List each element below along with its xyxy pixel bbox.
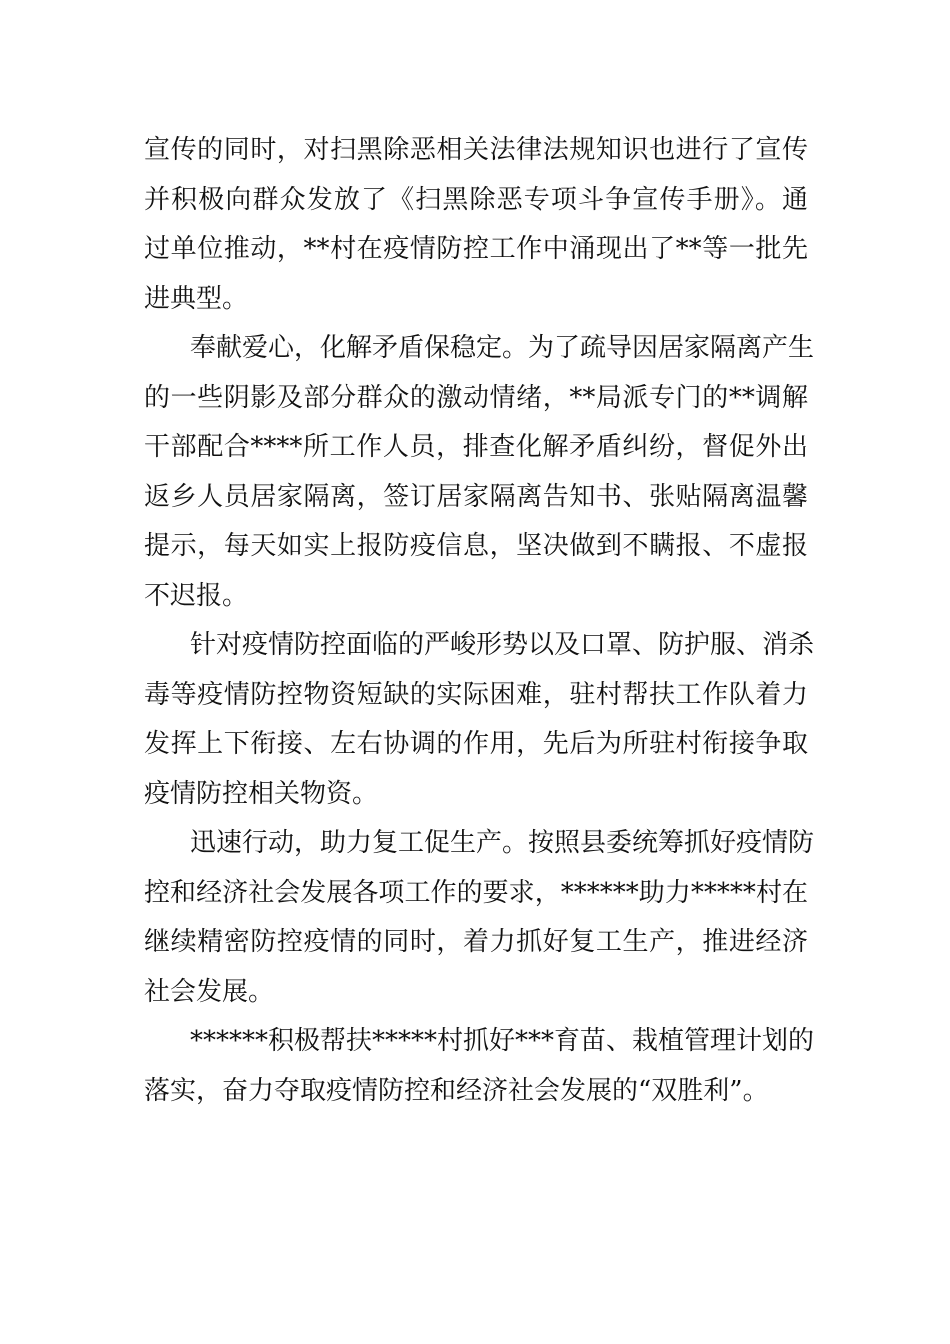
text-line: 返乡人员居家隔离，签订居家隔离告知书、张贴隔离温馨	[144, 481, 808, 512]
paragraph-4	[144, 819, 815, 1017]
text-line: 落实，奋力夺取疫情防控和经济社会发展的“双胜利”。	[144, 1075, 769, 1106]
paragraph-2	[144, 324, 815, 621]
paragraph-1	[144, 126, 808, 324]
text-line: 发挥上下衔接、左右协调的作用，先后为所驻村衔接争取	[144, 729, 808, 759]
text-line: 社会发展。	[144, 976, 275, 1007]
text-line: 疫情防控相关物资。	[144, 778, 379, 809]
text-line: 的一些阴影及部分群众的激动情绪，**局派专门的**调解	[144, 382, 808, 413]
text-line: 针对疫情防控面临的严峻形势以及口罩、防护服、消杀	[190, 630, 815, 660]
text-line: 进典型。	[144, 283, 249, 314]
text-line: 并积极向群众发放了《扫黑除恶专项斗争宣传手册》。通	[144, 184, 808, 215]
text-line: 不迟报。	[144, 580, 249, 611]
paragraph-3	[144, 621, 815, 819]
paragraph-5	[144, 1017, 815, 1116]
text-line: 毒等疫情防控物资短缺的实际困难，驻村帮扶工作队着力	[144, 679, 808, 710]
text-line: 继续精密防控疫情的同时，着力抓好复工生产，推进经济	[144, 927, 808, 957]
text-line: 控和经济社会发展各项工作的要求，******助力*****村在	[144, 877, 808, 908]
text-line: 干部配合****所工作人员，排查化解矛盾纠纷，督促外出	[144, 432, 808, 462]
text-line: ******积极帮扶*****村抓好***育苗、栽植管理计划的	[190, 1026, 815, 1056]
text-line: 奉献爱心，化解矛盾保稳定。为了疏导因居家隔离产生	[190, 333, 815, 363]
text-line: 过单位推动，**村在疫情防控工作中涌现出了**等一批先	[144, 234, 808, 264]
document-body	[144, 126, 815, 1116]
text-line: 宣传的同时，对扫黑除恶相关法律法规知识也进行了宣传	[144, 135, 808, 165]
text-line: 提示，每天如实上报防疫信息，坚决做到不瞒报、不虚报	[144, 531, 808, 561]
text-line: 迅速行动，助力复工促生产。按照县委统筹抓好疫情防	[190, 828, 815, 858]
